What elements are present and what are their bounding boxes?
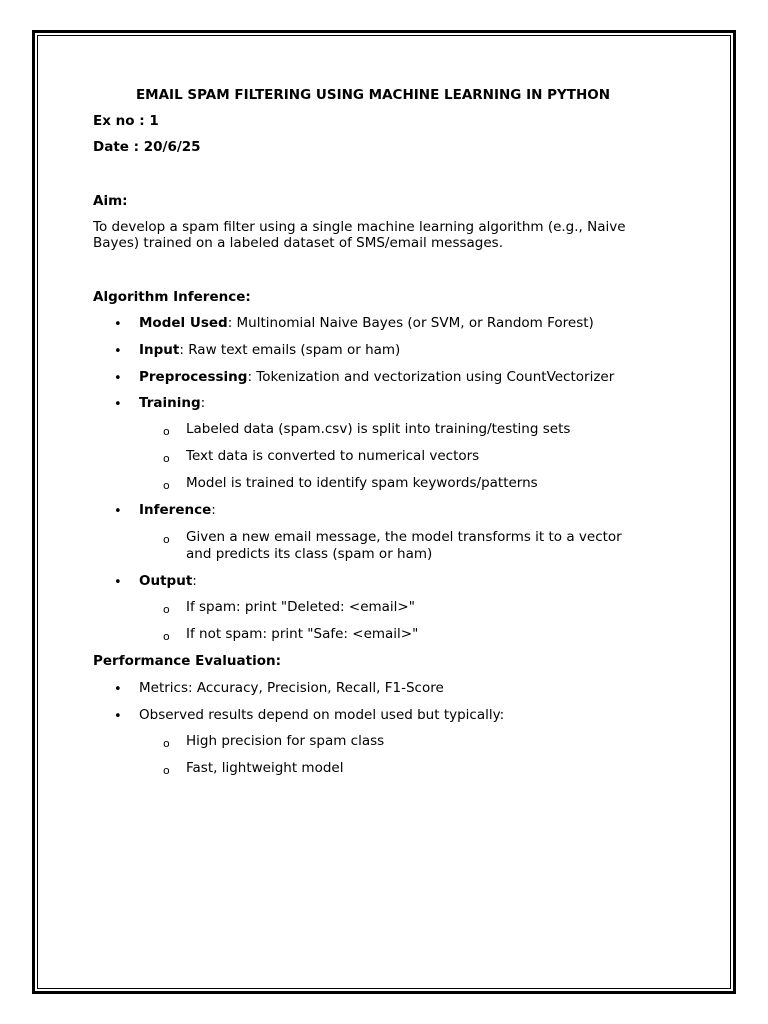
aim-text-line-2: Bayes) trained on a labeled dataset of SMS/email messages. — [93, 235, 503, 251]
item-label: Model Used — [139, 315, 228, 331]
perf-item: Metrics: Accuracy, Precision, Recall, F1-Score — [139, 680, 444, 696]
bullet-icon: • — [114, 682, 122, 697]
list-item-output — [139, 573, 197, 590]
bullet-icon: • — [114, 317, 122, 332]
list-item-input — [139, 342, 400, 359]
bullet-icon: • — [114, 344, 122, 359]
training-sub-item: Text data is converted to numerical vectors — [186, 448, 480, 464]
bullet-icon: • — [114, 504, 122, 519]
item-label: Preprocessing — [139, 369, 248, 385]
item-label: Inference — [139, 502, 212, 518]
sub-bullet-icon: o — [163, 630, 170, 643]
list-item-preprocessing — [139, 369, 614, 386]
sub-bullet-icon: o — [163, 425, 170, 438]
item-text: : — [211, 502, 216, 518]
item-text: : Tokenization and vectorization using CountVectorizer — [247, 369, 615, 385]
output-sub-item: If not spam: print "Safe: <email>" — [186, 626, 419, 642]
list-item-model-used — [139, 315, 594, 332]
bullet-icon: • — [114, 575, 122, 590]
sub-bullet-icon: o — [163, 764, 170, 777]
item-label: Input — [139, 342, 180, 358]
sub-bullet-icon: o — [163, 737, 170, 750]
sub-bullet-icon: o — [163, 603, 170, 616]
document-title: EMAIL SPAM FILTERING USING MACHINE LEARNING IN PYTHON — [135, 87, 611, 103]
training-sub-item: Labeled data (spam.csv) is split into training/testing sets — [186, 421, 571, 437]
bullet-icon: • — [114, 397, 122, 412]
item-label: Training — [139, 395, 201, 411]
bullet-icon: • — [114, 371, 122, 386]
performance-heading: Performance Evaluation: — [93, 653, 282, 669]
inference-sub-item-line-1: Given a new email message, the model transforms it to a vector — [186, 529, 622, 545]
algorithm-heading: Algorithm Inference: — [93, 289, 251, 305]
ex-no: Ex no : 1 — [93, 113, 159, 129]
list-item-training — [139, 395, 205, 412]
perf-item: Observed results depend on model used but typically: — [139, 707, 505, 723]
item-text: : — [200, 395, 206, 411]
aim-text-line-1: To develop a spam filter using a single machine learning algorithm (e.g., Naive — [93, 219, 626, 235]
output-sub-item: If spam: print "Deleted: <email>" — [186, 599, 415, 615]
sub-bullet-icon: o — [163, 533, 170, 546]
bullet-icon: • — [114, 709, 122, 724]
item-label: Output — [139, 573, 193, 589]
aim-heading: Aim: — [93, 193, 128, 209]
sub-bullet-icon: o — [163, 452, 170, 465]
perf-sub-item: High precision for spam class — [186, 733, 385, 749]
list-item-inference — [139, 502, 216, 519]
item-text: : — [192, 573, 197, 589]
training-sub-item: Model is trained to identify spam keywords/patterns — [186, 475, 538, 491]
item-text: : Raw text emails (spam or ham) — [179, 342, 401, 358]
item-text: : Multinomial Naive Bayes (or SVM, or Random Forest) — [227, 315, 594, 331]
date: Date : 20/6/25 — [93, 139, 201, 155]
inference-sub-item-line-2: and predicts its class (spam or ham) — [186, 546, 433, 562]
perf-sub-item: Fast, lightweight model — [186, 760, 344, 776]
sub-bullet-icon: o — [163, 479, 170, 492]
